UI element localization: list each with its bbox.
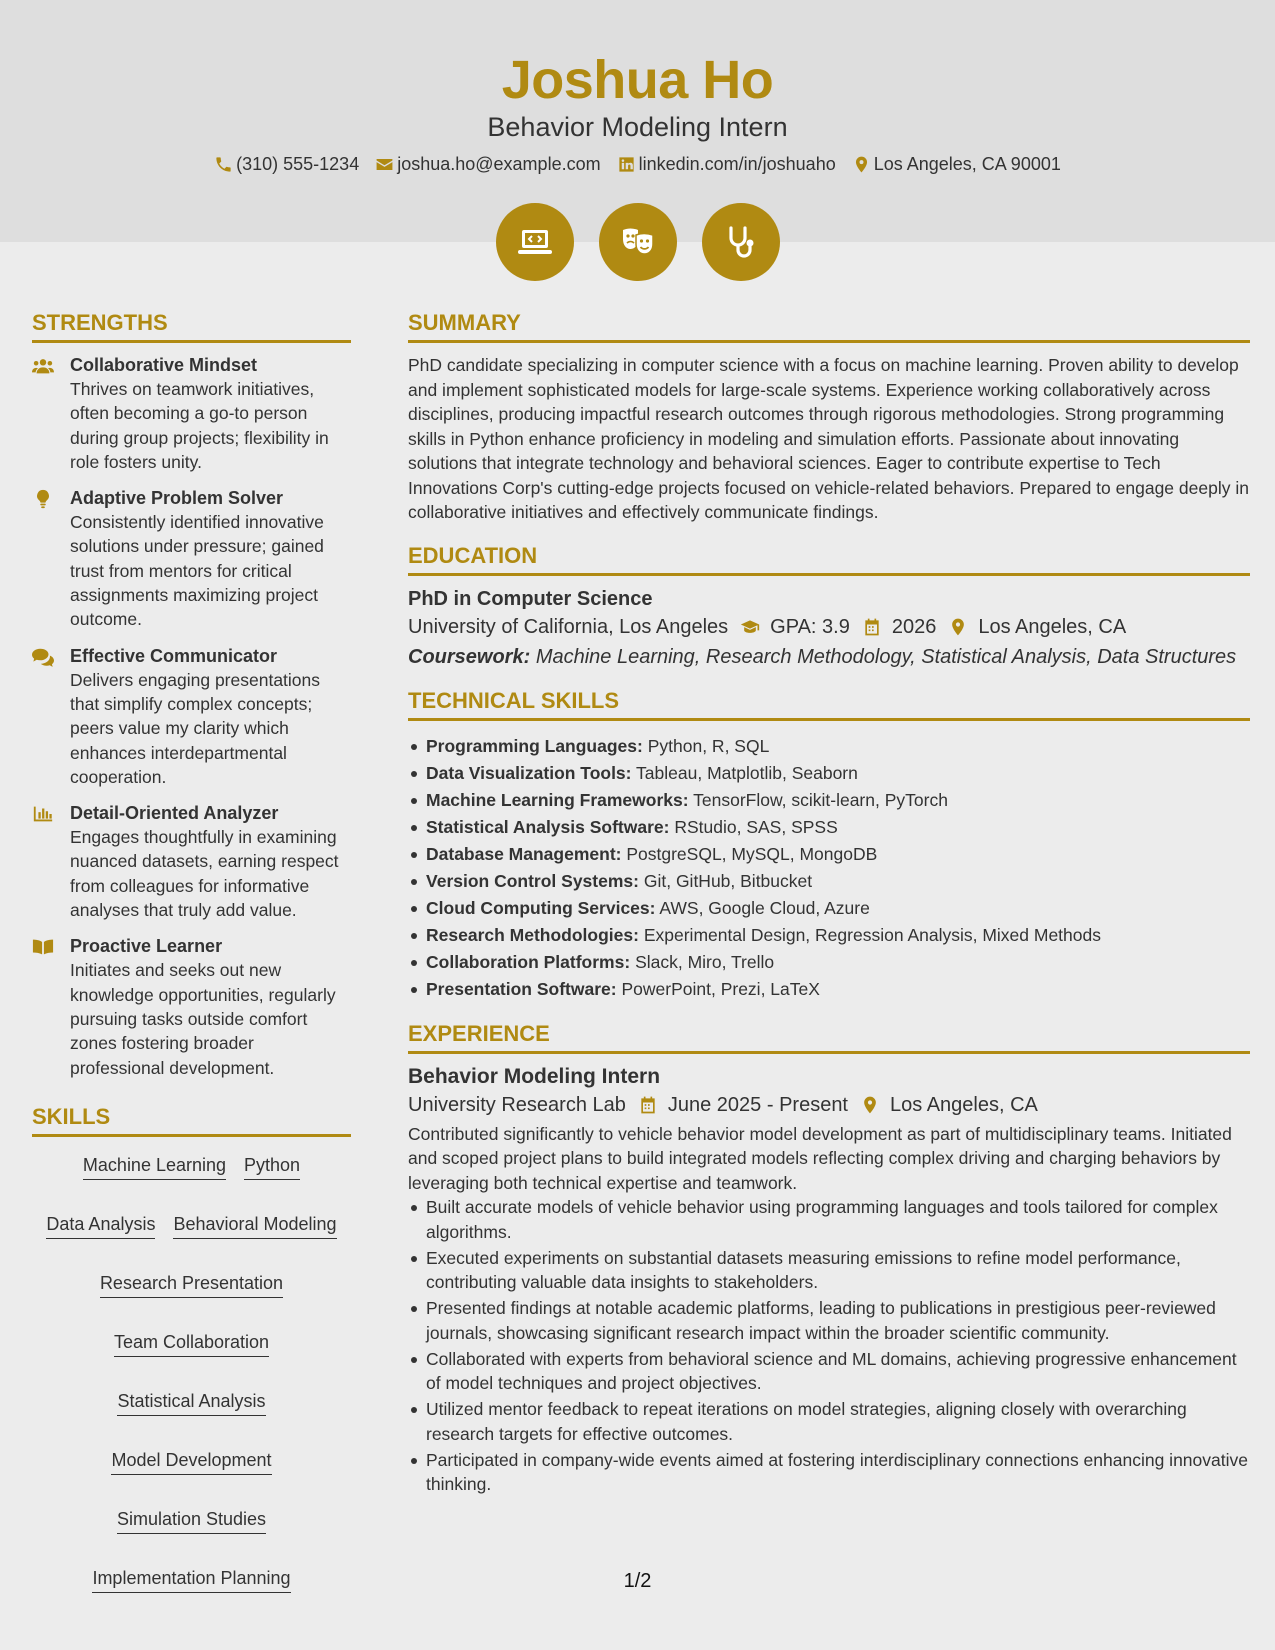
job-org: University Research Lab [408, 1093, 626, 1116]
list-item: Research Methodologies: Experimental Design, Regression Analysis, Mixed Methods [408, 922, 1250, 949]
strength-item [32, 934, 351, 1079]
comments-icon [32, 647, 54, 667]
gpa: GPA: 3.9 [770, 615, 850, 638]
school-name: University of California, Los Angeles [408, 615, 729, 638]
skills-cloud [32, 1147, 351, 1593]
strength-title: Detail-Oriented Analyzer [70, 803, 279, 824]
contact-bar [0, 152, 1275, 176]
stethoscope-badge [702, 203, 780, 281]
strength-text: Engages thoughtfully in examining nuanced datasets, earning respect from colleagues for informative analyses that truly add value. [70, 827, 339, 921]
contact-text: Los Angeles, CA 90001 [873, 154, 1061, 174]
contact-text: (310) 555-1234 [236, 154, 360, 174]
job-bullets [408, 1195, 1250, 1497]
list-item: Database Management: PostgreSQL, MySQL, MongoDB [408, 841, 1250, 868]
strength-title: Adaptive Problem Solver [70, 488, 284, 509]
school-location: Los Angeles, CA [978, 615, 1127, 638]
technical-heading: TECHNICAL SKILLS [408, 686, 1250, 721]
strength-text: Thrives on teamwork initiatives, often becoming a go-to person during group projects; flexibility in role fosters unity. [70, 379, 329, 472]
coursework-label: Coursework: [408, 645, 531, 668]
chart-bar-icon [32, 804, 54, 824]
graduation-cap-icon [740, 617, 760, 637]
experience-heading: EXPERIENCE [408, 1019, 1250, 1054]
job-title: Behavior Modeling Intern [408, 1064, 661, 1088]
candidate-name: Joshua Ho [501, 50, 774, 110]
list-item: Built accurate models of vehicle behavior using programming languages and tools tailored for complex algorithms. [408, 1195, 1250, 1244]
education-heading: EDUCATION [408, 541, 1250, 576]
map-pin-icon [852, 155, 871, 174]
list-item: Machine Learning Frameworks: TensorFlow, scikit-learn, PyTorch [408, 787, 1250, 814]
envelope-icon [375, 155, 394, 174]
contact-phone[interactable] [214, 152, 359, 176]
list-item: Participated in company-wide events aimed at fostering interdisciplinary connections enhancing innovative thinking. [408, 1448, 1250, 1497]
book-open-icon [32, 937, 54, 957]
laptop-code-icon [515, 222, 555, 262]
skill-tag: Python [244, 1153, 300, 1180]
skill-tag: Implementation Planning [92, 1566, 290, 1593]
list-item: Version Control Systems: Git, GitHub, Bitbucket [408, 868, 1250, 895]
strength-text: Initiates and seeks out new knowledge opportunities, regularly pursuing tasks outside comfort zones fostering broader professional development. [70, 960, 336, 1078]
skill-tag: Research Presentation [100, 1271, 283, 1298]
skills-heading: SKILLS [32, 1102, 351, 1137]
skill-tag: Team Collaboration [114, 1330, 269, 1357]
strength-title: Proactive Learner [70, 936, 223, 957]
strength-text: Consistently identified innovative solutions under pressure; gained trust from mentors for critical assignments maximizing project outcome. [70, 512, 324, 630]
list-item: Statistical Analysis Software: RStudio, SAS, SPSS [408, 814, 1250, 841]
theater-masks-badge [599, 203, 677, 281]
strength-item [32, 801, 351, 922]
list-item: Programming Languages: Python, R, SQL [408, 733, 1250, 760]
list-item: Collaborated with experts from behavioral science and ML domains, achieving progressive enhancement of model techniques and project objectives. [408, 1347, 1250, 1396]
contact-email[interactable] [375, 152, 600, 176]
lightbulb-icon [32, 489, 54, 509]
list-item: Cloud Computing Services: AWS, Google Cloud, Azure [408, 895, 1250, 922]
skill-tag: Statistical Analysis [117, 1389, 265, 1416]
education-meta [408, 612, 1250, 642]
contact-text: joshua.ho@example.com [397, 154, 601, 174]
theater-masks-icon [618, 222, 658, 262]
right-column [408, 308, 1250, 1498]
list-item: Presented findings at notable academic platforms, leading to publications in prestigious peer-reviewed journals, showcasing significant research impact within the broader scientific community. [408, 1296, 1250, 1345]
list-item: Data Visualization Tools: Tableau, Matplotlib, Seaborn [408, 760, 1250, 787]
skill-tag: Behavioral Modeling [173, 1212, 336, 1239]
summary-text: PhD candidate specializing in computer science with a focus on machine learning. Proven ability to develop and implement sophisticated models for large-scale systems. Experience working collaboratively across disciplines, producing impactful research outcomes through rigorous methodologies. Strong programming skills in Python enhance proficiency in modeling and simulation efforts. Passionate about innovating solutions that integrate technology and behavioral sciences. Eager to contribute expertise to Tech Innovations Corp's cutting-edge projects focused on vehicle-related behaviors. Prepared to engage deeply in collaborative initiatives and effectively communicate findings. [408, 355, 1249, 522]
left-column [32, 308, 351, 1593]
users-icon [32, 356, 54, 376]
technical-list [408, 731, 1250, 1003]
summary-heading: SUMMARY [408, 308, 1250, 343]
skill-tag: Simulation Studies [117, 1507, 266, 1534]
coursework-list: Machine Learning, Research Methodology, Statistical Analysis, Data Structures [535, 645, 1237, 668]
job-description: Contributed significantly to vehicle behavior model development as part of multidisciplinary teams. Initiated and scoped project plans to build integrated models reflecting complex driving and charging behaviors by leveraging both technical expertise and teamwork. [408, 1123, 1232, 1193]
contact-linkedin[interactable] [617, 152, 836, 176]
job-dates: June 2025 - Present [667, 1093, 848, 1116]
strength-title: Effective Communicator [70, 645, 278, 666]
coursework [408, 642, 1250, 672]
calendar-icon [638, 1095, 658, 1115]
degree-title: PhD in Computer Science [408, 587, 653, 610]
job-meta [408, 1090, 1250, 1120]
laptop-code-badge [496, 203, 574, 281]
phone-icon [214, 155, 233, 174]
list-item: Presentation Software: PowerPoint, Prezi, LaTeX [408, 976, 1250, 1003]
list-item: Collaboration Platforms: Slack, Miro, Trello [408, 949, 1250, 976]
contact-location [852, 152, 1061, 176]
strength-item [32, 644, 351, 789]
stethoscope-icon [721, 222, 761, 262]
map-pin-icon [948, 617, 968, 637]
strength-title: Collaborative Mindset [70, 355, 258, 375]
skill-tag: Machine Learning [83, 1153, 226, 1180]
strength-item [32, 486, 351, 631]
strength-item [32, 353, 351, 474]
list-item: Utilized mentor feedback to repeat iterations on model strategies, aligning closely with overarching research targets for effective outcomes. [408, 1397, 1250, 1446]
skill-tag: Data Analysis [46, 1212, 155, 1239]
skill-tag: Model Development [111, 1448, 271, 1475]
badge-row [0, 203, 1275, 281]
strengths-heading: STRENGTHS [32, 308, 351, 343]
page-number: 1/2 [623, 1570, 652, 1592]
linkedin-icon [617, 155, 636, 174]
header-band [0, 0, 1275, 242]
job-location: Los Angeles, CA [890, 1093, 1038, 1116]
graduation-year: 2026 [891, 615, 937, 638]
calendar-icon [862, 617, 882, 637]
map-pin-icon [860, 1095, 880, 1115]
strength-text: Delivers engaging presentations that simplify complex concepts; peers value my clarity which enhances interdepartmental cooperation. [70, 669, 321, 787]
list-item: Executed experiments on substantial datasets measuring emissions to refine model performance, contributing valuable data insights to stakeholders. [408, 1246, 1250, 1295]
candidate-title: Behavior Modeling Intern [487, 112, 788, 142]
contact-text: linkedin.com/in/joshuaho [638, 154, 836, 174]
